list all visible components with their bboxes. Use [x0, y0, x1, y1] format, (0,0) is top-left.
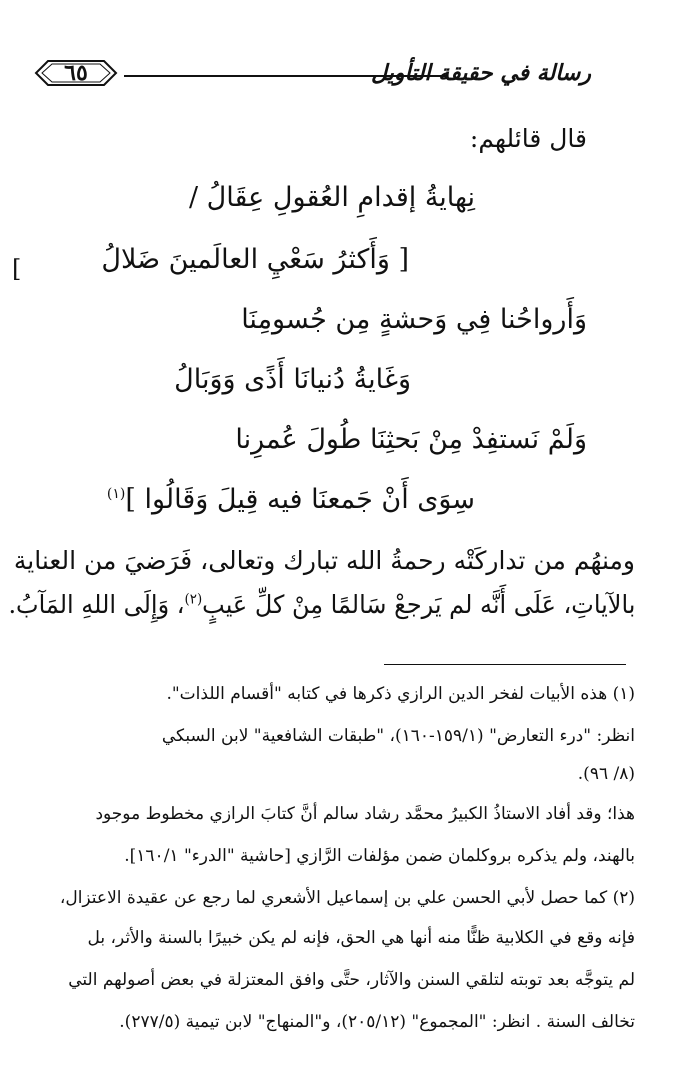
book-title: رسالة في حقيقة التأويل: [371, 60, 591, 86]
footnote-line: (١) هذه الأبيات لفخر الدين الرازي ذكرها في كتابه "أقسام اللذات".: [166, 684, 635, 704]
paragraph-text: بالآياتِ، عَلَى أَنَّه لم يَرجعْ سَالمًا مِنْ كلِّ عَيبٍ: [201, 590, 635, 619]
footnote-line: فإنه وقع في الكلابية ظنًّا منه أنها هي الحق، فإنه لم يكن خبيرًا بالسنة والأثر، بل: [87, 928, 635, 948]
page-number-badge: [34, 58, 118, 88]
running-header: [0, 50, 675, 100]
verse-line: [ وَأَكثرُ سَعْيِ العالَمينَ ضَلالُ: [101, 244, 409, 275]
footnote-marker: (١): [106, 486, 126, 502]
verse-line-text: سِوَى أَنْ جَمعنَا فيه قِيلَ وَقَالُوا ]: [125, 484, 475, 515]
verse-line: وَأَرواحُنا فِي وَحشةٍ مِن جُسومِنَا: [241, 304, 587, 335]
footnote-marker: (٢): [184, 591, 202, 608]
footnote-line: هذا؛ وقد أفاد الاستاذُ الكبيرُ محمَّد رشاد سالم أنَّ كتابَ الرازي مخطوط موجود: [95, 804, 635, 824]
footnote-line: (٢) كما حصل لأبي الحسن علي بن إسماعيل الأشعري لما رجع عن عقيدة الاعتزال،: [59, 888, 635, 908]
paragraph-line: ومنهُم من تداركَتْه رحمةُ الله تبارك وتعالى، فَرَضيَ من العناية: [13, 546, 635, 575]
footnote-line: بالهند، ولم يذكره بروكلمان ضمن مؤلفات الرَّازي [حاشية "الدرء" ١٦٠/١].: [124, 846, 635, 866]
paragraph-line: [8, 590, 635, 619]
footnote-line: لم يتوجَّه بعد توبته لتلقي السنن والآثار، حتَّى وافق المعتزلة في بعض أصولهم التي: [68, 970, 635, 990]
verse-line-last: [107, 484, 475, 515]
paragraph-text: ، وَإِلَى اللهِ المَآبُ.: [8, 590, 185, 619]
verse-line: وَلَمْ نَستفِدْ مِنْ بَحثِنَا طُولَ عُمرِنا: [235, 424, 587, 455]
footnote-line: انظر: "درء التعارض" (١٥٩/١-١٦٠)، "طبقات الشافعية" لابن السبكي: [161, 726, 635, 746]
footnote-line: تخالف السنة . انظر: "المجموع" (٢٠٥/١٢)، و"المنهاج" لابن تيمية (٢٧٧/٥).: [119, 1012, 635, 1032]
verse-intro: قال قائلهم:: [469, 124, 587, 153]
page-number: ٦٥: [64, 60, 88, 86]
verse-line: وَغَايةُ دُنيانَا أَذًى وَوَبَالُ: [174, 364, 411, 395]
footnote-line: (٨/ ٩٦).: [577, 764, 635, 784]
footnote-separator: [384, 664, 626, 665]
margin-bracket: [: [12, 255, 22, 283]
verse-line: نِهايةُ إقدامِ العُقولِ عِقَالُ /: [189, 182, 475, 213]
